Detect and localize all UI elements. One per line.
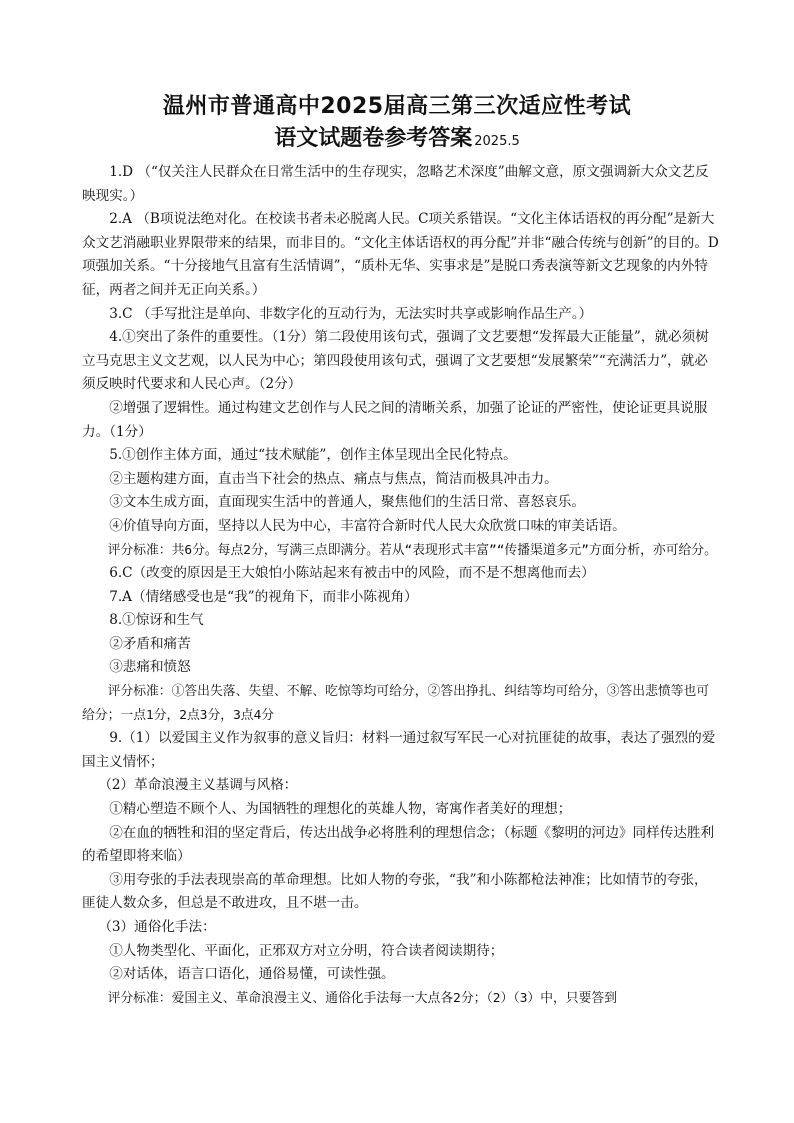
document-subtitle — [0, 124, 794, 157]
answer-9-part-2-point-1: ①精心塑造不顾个人、为国牺牲的理想化的英雄人物，寄寓作者美好的理想； — [109, 801, 572, 818]
answer-5-point-3: ③文本生成方面，直面现实生活中的普通人，聚焦他们的生活日常、喜怒哀乐。 — [109, 494, 585, 511]
scoring-standard-8: 评分标准：①答出失落、失望、不解、吃惊等均可给分，②答出挣扎、纠结等均可给分，③答出悲愤等也可给分；一点1分，2点3分，3点4分 — [82, 684, 710, 723]
answer-9-part-2-point-3: ③用夸张的手法表现崇高的革命理想。比如人物的夸张，“我”和小陈都枪法神准；比如情节的夸张，匪徒人数众多，但总是不敢进攻，且不堪一击。 — [82, 871, 708, 912]
answer-9-part-1: 9.（1）以爱国主义作为叙事的意义旨归：材料一通过叙写军民一心对抗匪徒的故事，表达了强烈的爱国主义情怀； — [82, 730, 716, 770]
answer-9-part-2-heading: （2）革命浪漫主义基调与风格： — [98, 777, 298, 794]
answer-9-part-3-point-2: ②对话体，语言口语化，通俗易懂，可读性强。 — [109, 966, 395, 983]
answer-8-point-1: 8.①惊讶和生气 — [109, 612, 204, 629]
answer-2: 2.A （B项说法绝对化。在校读书者未必脱离人民。C项关系错误。“文化主体话语权的再分配”是新大众文艺消融职业界限带来的结果，而非目的。“文化主体话语权的再分配”并非“融合传统与创新”的目的。D项强加关系。“十分接地气且富有生活情调”，“质朴无华、实事求是”是脱口秀表演等新文艺现象的内外特征，两者之间并无正向关系。） — [82, 211, 719, 298]
answer-6: 6.C（改变的原因是王大娘怕小陈站起来有被击中的风险，而不是不想离他而去） — [109, 565, 595, 582]
answer-4-point-2: ②增强了逻辑性。通过构建文艺创作与人民之间的清晰关系，加强了论证的严密性，使论证更具说服力。（1分） — [82, 399, 708, 440]
answer-1: 1.D （“仅关注人民群众在日常生活中的生存现实，忽略艺术深度”曲解文意，原文强调新大众文艺反映现实。） — [82, 164, 709, 204]
document-title: 温州市普通高中2025届高三第三次适应性考试 — [162, 94, 632, 119]
answer-5-point-2: ②主题构建方面，直击当下社会的热点、痛点与焦点，简洁而极具冲击力。 — [109, 470, 558, 487]
answer-3: 3.C （手写批注是单向、非数字化的互动行为，无法实时共享或影响作品生产。） — [109, 305, 593, 322]
scoring-standard-5: 评分标准：共6分。每点2分，写满三点即满分。若从“表现形式丰富”“传播渠道多元”方面分析，亦可给分。 — [107, 542, 717, 558]
answer-8-point-3: ③悲痛和愤怒 — [109, 659, 191, 676]
answer-9-part-2-point-2: ②在血的牺牲和泪的坚定背后，传达出战争必将胜利的理想信念；（标题《黎明的河边》同样传达胜利的希望即将来临） — [82, 824, 715, 865]
subtitle-text: 语文试题卷参考答案 — [274, 126, 473, 151]
answer-5-point-1: 5.①创作主体方面，通过“技术赋能”，创作主体呈现出全民化特点。 — [109, 447, 517, 464]
answer-4-point-1: 4.①突出了条件的重要性。（1分）第二段使用该句式，强调了文艺要想“发挥最大正能量”，就必须树立马克思主义文艺观，以人民为中心；第四段使用该句式，强调了文艺要想“发展繁荣”“充满活力”，就必须反映时代要求和人民心声。（2分） — [82, 329, 709, 393]
answer-9-part-3-point-1: ①人物类型化、平面化，正邪双方对立分明，符合读者阅读期待； — [109, 942, 504, 959]
answer-7: 7.A（情绪感受也是“我”的视角下，而非小陈视角） — [109, 588, 418, 605]
answer-8-point-2: ②矛盾和痛苦 — [109, 635, 191, 652]
answer-body — [82, 161, 720, 1010]
answer-9-part-3-heading: （3）通俗化手法： — [98, 919, 216, 935]
scoring-standard-9: 评分标准：爱国主义、革命浪漫主义、通俗化手法每一大点各2分；（2）（3）中，只要答到 — [107, 990, 617, 1006]
document-date: 2025.5 — [474, 134, 520, 149]
answer-5-point-4: ④价值导向方面，坚持以人民为中心，丰富符合新时代人民大众欣赏口味的审美话语。 — [109, 517, 626, 534]
